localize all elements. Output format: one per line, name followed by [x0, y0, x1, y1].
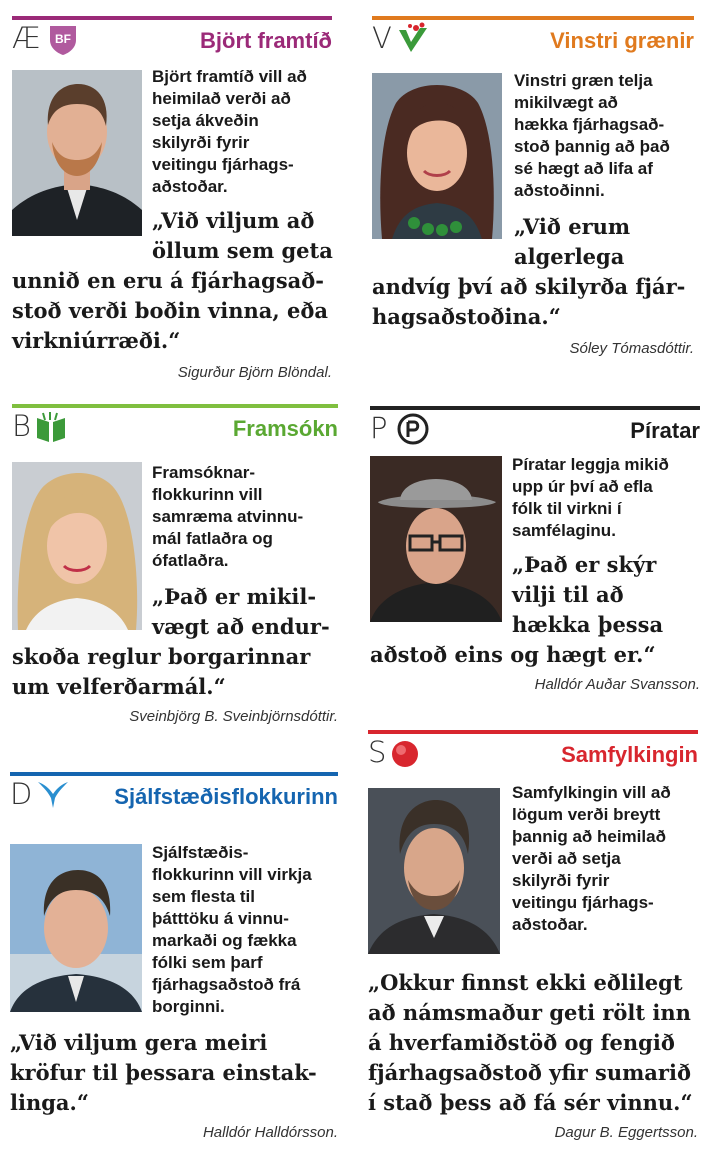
- intro-line: lögum verði breytt: [512, 805, 661, 824]
- quote-line: virkniúrræði.“: [12, 328, 181, 353]
- intro-line: Sjálfstæðis-: [152, 843, 249, 862]
- intro-line: skilyrði fyrir: [512, 871, 610, 890]
- party-name: Sjálfstæðisflokkurinn: [114, 784, 338, 809]
- quote-line: öllum sem geta: [152, 238, 333, 263]
- bf-logo-text: BF: [55, 32, 71, 46]
- quote-author: Sveinbjörg B. Sveinbjörnsdóttir.: [129, 708, 338, 725]
- intro-line: flokkurinn vill: [152, 485, 263, 504]
- quote-author: Halldór Auðar Svansson.: [534, 676, 700, 693]
- quote-line: unnið en eru á fjárhagsað-: [12, 268, 324, 293]
- intro-line: Vinstri græn telja: [514, 71, 653, 90]
- portrait-photo: [12, 70, 142, 236]
- party-intro: [514, 70, 694, 202]
- intro-line: veitingu fjárhags-: [512, 893, 654, 912]
- quote-line: linga.“: [10, 1090, 89, 1115]
- falcon-logo-icon: [36, 778, 70, 812]
- party-name: Vinstri grænir: [550, 28, 694, 53]
- intro-line: flokkurinn vill virkja: [152, 865, 312, 884]
- quote-line: andvíg því að skilyrða fjár-: [372, 274, 686, 299]
- intro-line: borginni.: [152, 997, 225, 1016]
- party-quote-rest: [372, 272, 694, 332]
- quote-line: aðstoð eins og hægt er.“: [370, 642, 656, 667]
- quote-line: „Við erum: [514, 214, 631, 239]
- intro-line: samræma atvinnu-: [152, 507, 304, 526]
- intro-line: sem flesta til: [152, 887, 255, 906]
- portrait-photo: [10, 844, 142, 1012]
- vg-logo-icon: [396, 22, 430, 56]
- intro-line: Píratar leggja mikið: [512, 455, 669, 474]
- intro-line: sé hægt að lifa af: [514, 159, 653, 178]
- intro-line: Samfylkingin vill að: [512, 783, 671, 802]
- party-letter: P: [370, 411, 388, 445]
- party-color-rule: [12, 16, 332, 20]
- party-quote-start: [512, 550, 700, 640]
- portrait-photo: [370, 456, 502, 622]
- panel-sjalfstaedisflokkurinn: [10, 772, 338, 1148]
- intro-line: veitingu fjárhags-: [152, 155, 294, 174]
- quote-author: Sóley Tómasdóttir.: [569, 340, 694, 357]
- intro-line: mál fatlaðra og: [152, 529, 273, 548]
- quote-line: kröfur til þessara einstak-: [10, 1060, 317, 1085]
- intro-line: stoð þannig að það: [514, 137, 670, 156]
- party-name: Samfylkingin: [561, 742, 698, 767]
- intro-line: hækka fjárhagsað-: [514, 115, 665, 134]
- party-quote: [368, 968, 698, 1118]
- panel-framsokn: [12, 404, 338, 734]
- party-quote-start: [514, 212, 694, 272]
- portrait-photo: [372, 73, 502, 239]
- quote-line: stoð verði boðin vinna, eða: [12, 298, 328, 323]
- panel-piratar: [370, 406, 700, 696]
- quote-line: fjárhagsaðstoð yfir sumarið: [368, 1060, 691, 1085]
- framsokn-logo-icon: [34, 410, 68, 444]
- portrait-photo: [12, 462, 142, 630]
- party-quote-rest: [370, 640, 700, 670]
- quote-author: Halldór Halldórsson.: [202, 1124, 338, 1141]
- quote-line: algerlega: [514, 244, 625, 269]
- party-quote-start: [152, 206, 342, 266]
- panel-samfylkingin: [368, 730, 698, 1150]
- quote-line: vægt að endur-: [152, 614, 330, 639]
- panel-bjort-framtid: [12, 16, 332, 386]
- party-intro: [512, 454, 700, 542]
- quote-line: „Það er mikil-: [152, 584, 317, 609]
- bf-logo-icon: [46, 22, 80, 56]
- intro-line: þannig að heimilað: [512, 827, 666, 846]
- intro-line: setja ákveðin: [152, 111, 259, 130]
- intro-line: Björt framtíð vill að: [152, 67, 307, 86]
- intro-line: aðstoðar.: [152, 177, 228, 196]
- party-letter: D: [10, 777, 33, 811]
- party-letter: Æ: [12, 21, 41, 55]
- intro-line: fjárhagsaðstoð frá: [152, 975, 301, 994]
- quote-line: vilji til að: [512, 582, 624, 607]
- intro-line: aðstoðar.: [512, 915, 588, 934]
- quote-author: Sigurður Björn Blöndal.: [177, 364, 332, 381]
- party-letter: B: [12, 409, 31, 443]
- party-intro: [512, 782, 698, 936]
- party-intro: [152, 842, 338, 1018]
- quote-line: „Okkur finnst ekki eðlilegt: [368, 970, 683, 995]
- quote-line: í stað þess að fá sér vinnu.“: [368, 1090, 693, 1115]
- party-quote-rest: [12, 266, 337, 356]
- quote-line: að námsmaður geti rölt inn: [368, 1000, 691, 1025]
- party-quote: [10, 1028, 338, 1118]
- party-name: Björt framtíð: [200, 28, 332, 53]
- quote-line: hækka þessa: [512, 612, 664, 637]
- intro-line: samfélaginu.: [512, 521, 616, 540]
- party-letter: S: [368, 735, 387, 769]
- intro-line: skilyrði fyrir: [152, 133, 250, 152]
- party-name: Framsókn: [232, 416, 338, 441]
- quote-line: skoða reglur borgarinnar: [12, 644, 311, 669]
- intro-line: þátttöku á vinnu-: [152, 909, 289, 928]
- intro-line: Framsóknar-: [152, 463, 255, 482]
- intro-line: upp úr því að efla: [512, 477, 653, 496]
- quote-line: um velferðarmál.“: [12, 674, 226, 699]
- party-color-rule: [368, 730, 698, 734]
- intro-line: ófatlaðra.: [152, 551, 229, 570]
- party-color-rule: [370, 406, 700, 410]
- intro-line: heimilað verði að: [152, 89, 291, 108]
- quote-author: Dagur B. Eggertsson.: [554, 1124, 698, 1141]
- quote-line: „Það er skýr: [512, 552, 657, 577]
- party-intro: [152, 66, 337, 198]
- intro-line: fólki sem þarf: [152, 953, 263, 972]
- party-letter: V: [372, 21, 392, 55]
- portrait-photo: [368, 788, 500, 954]
- party-quote-rest: [12, 642, 338, 702]
- party-color-rule: [12, 404, 338, 408]
- party-name: Píratar: [630, 418, 700, 443]
- pirate-logo-icon: [396, 412, 430, 446]
- intro-line: aðstoðinni.: [514, 181, 605, 200]
- panel-vinstri-graenir: [372, 16, 694, 361]
- party-color-rule: [372, 16, 694, 20]
- party-color-rule: [10, 772, 338, 776]
- quote-line: „Við viljum gera meiri: [10, 1030, 268, 1055]
- intro-line: verði að setja: [512, 849, 621, 868]
- quote-line: á hverfamiðstöð og fengið: [368, 1030, 675, 1055]
- intro-line: mikilvægt að: [514, 93, 618, 112]
- party-intro: [152, 462, 338, 572]
- quote-line: hagsaðstoðina.“: [372, 304, 561, 329]
- party-quote-start: [152, 582, 338, 642]
- quote-line: „Við viljum að: [152, 208, 315, 233]
- intro-line: markaði og fækka: [152, 931, 297, 950]
- intro-line: fólk til virkni í: [512, 499, 622, 518]
- rose-logo-icon: [388, 736, 422, 770]
